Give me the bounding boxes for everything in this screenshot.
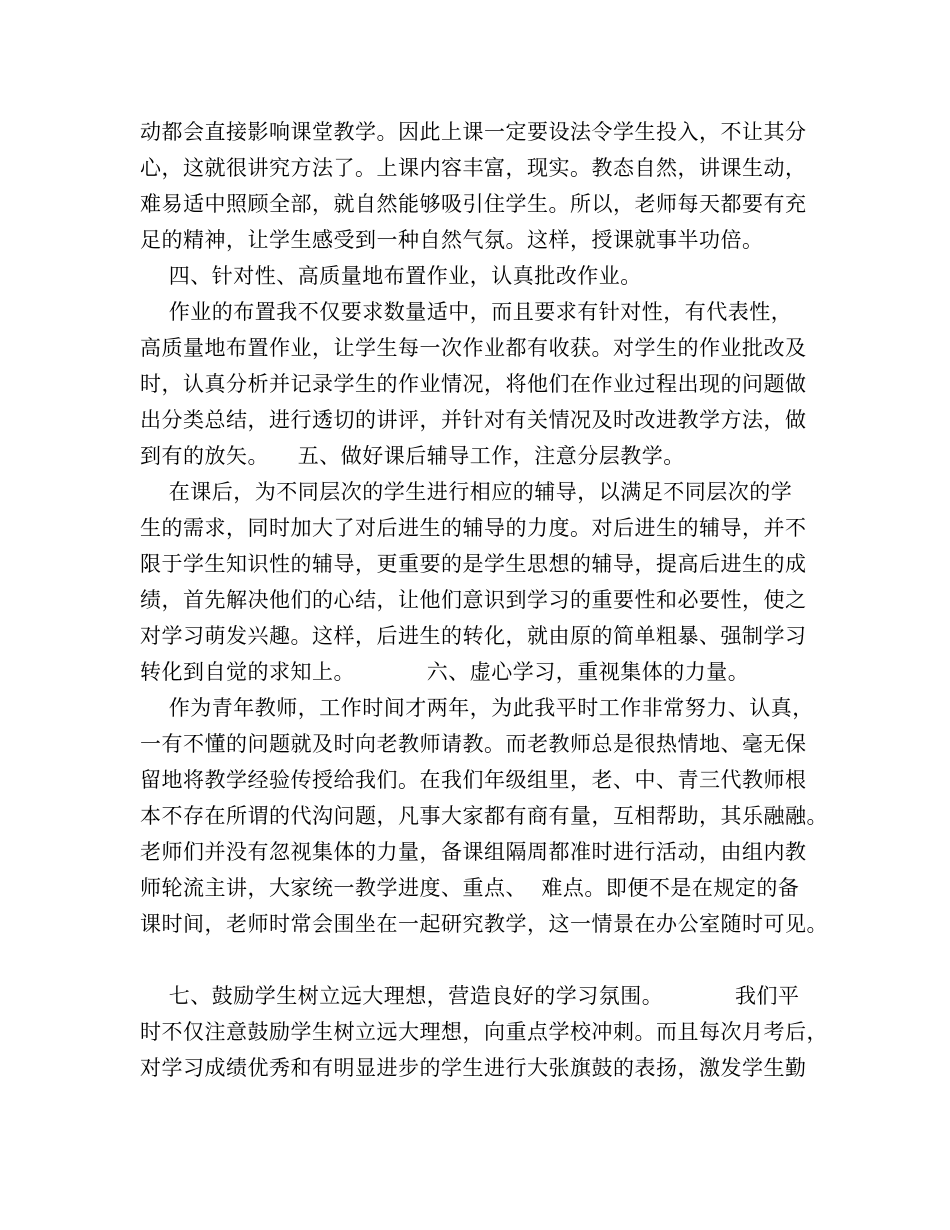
text-line: 转化到自觉的求知上。 六、虚心学习，重视集体的力量。 [140, 660, 750, 684]
text-line: 对学习萌发兴趣。这样，后进生的转化，就由原的简单粗暴、强制学习 [140, 624, 807, 648]
text-line: 足的精神，让学生感受到一种自然气氛。这样，授课就事半功倍。 [140, 228, 764, 252]
text-line: 到有的放矢。 五、做好课后辅导工作，注意分层教学。 [140, 444, 685, 468]
text-line: 动都会直接影响课堂教学。因此上课一定要设法令学生投入，不让其分 [140, 120, 807, 144]
text-line: 留地将教学经验传授给我们。在我们年级组里，老、中、青三代教师根 [140, 768, 807, 792]
text-line: 本不存在所谓的代沟问题，凡事大家都有商有量，互相帮助，其乐融融。 [140, 804, 828, 828]
text-line: 时，认真分析并记录学生的作业情况，将他们在作业过程出现的问题做 [140, 372, 807, 396]
text-line: 高质量地布置作业，让学生每一次作业都有收获。对学生的作业批改及 [140, 336, 807, 360]
text-line: 课时间，老师时常会围坐在一起研究教学，这一情景在办公室随时可见。 [140, 912, 828, 936]
text-line: 限于学生知识性的辅导，更重要的是学生思想的辅导，提高后进生的成 [140, 552, 807, 576]
text-line: 一有不懂的问题就及时向老教师请教。而老教师总是很热情地、毫无保 [140, 732, 807, 756]
text-line: 在课后，为不同层次的学生进行相应的辅导，以满足不同层次的学 [140, 480, 793, 504]
text-line: 七、鼓励学生树立远大理想，营造良好的学习氛围。 我们平 [140, 984, 800, 1008]
text-line: 师轮流主讲，大家统一教学进度、重点、 难点。即便不是在规定的备 [140, 876, 800, 900]
text-line: 难易适中照顾全部，就自然能够吸引住学生。所以，老师每天都要有充 [140, 192, 807, 216]
text-line: 绩，首先解决他们的心结，让他们意识到学习的重要性和必要性，使之 [140, 588, 807, 612]
text-line: 作业的布置我不仅要求数量适中，而且要求有针对性，有代表性， [140, 300, 793, 324]
text-line: 四、针对性、高质量地布置作业，认真批改作业。 [140, 264, 642, 288]
text-line: 心，这就很讲究方法了。上课内容丰富，现实。教态自然，讲课生动， [140, 156, 807, 180]
text-line: 作为青年教师，工作时间才两年，为此我平时工作非常努力、认真， [140, 696, 814, 720]
text-line: 老师们并没有忽视集体的力量，备课组隔周都准时进行活动，由组内教 [140, 840, 807, 864]
text-line: 生的需求，同时加大了对后进生的辅导的力度。对后进生的辅导，并不 [140, 516, 807, 540]
text-line: 出分类总结，进行透切的讲评，并针对有关情况及时改进教学方法，做 [140, 408, 807, 432]
text-line: 对学习成绩优秀和有明显进步的学生进行大张旗鼓的表扬，激发学生勤 [140, 1056, 807, 1080]
text-line: 时不仅注意鼓励学生树立远大理想，向重点学校冲刺。而且每次月考后， [140, 1020, 828, 1044]
